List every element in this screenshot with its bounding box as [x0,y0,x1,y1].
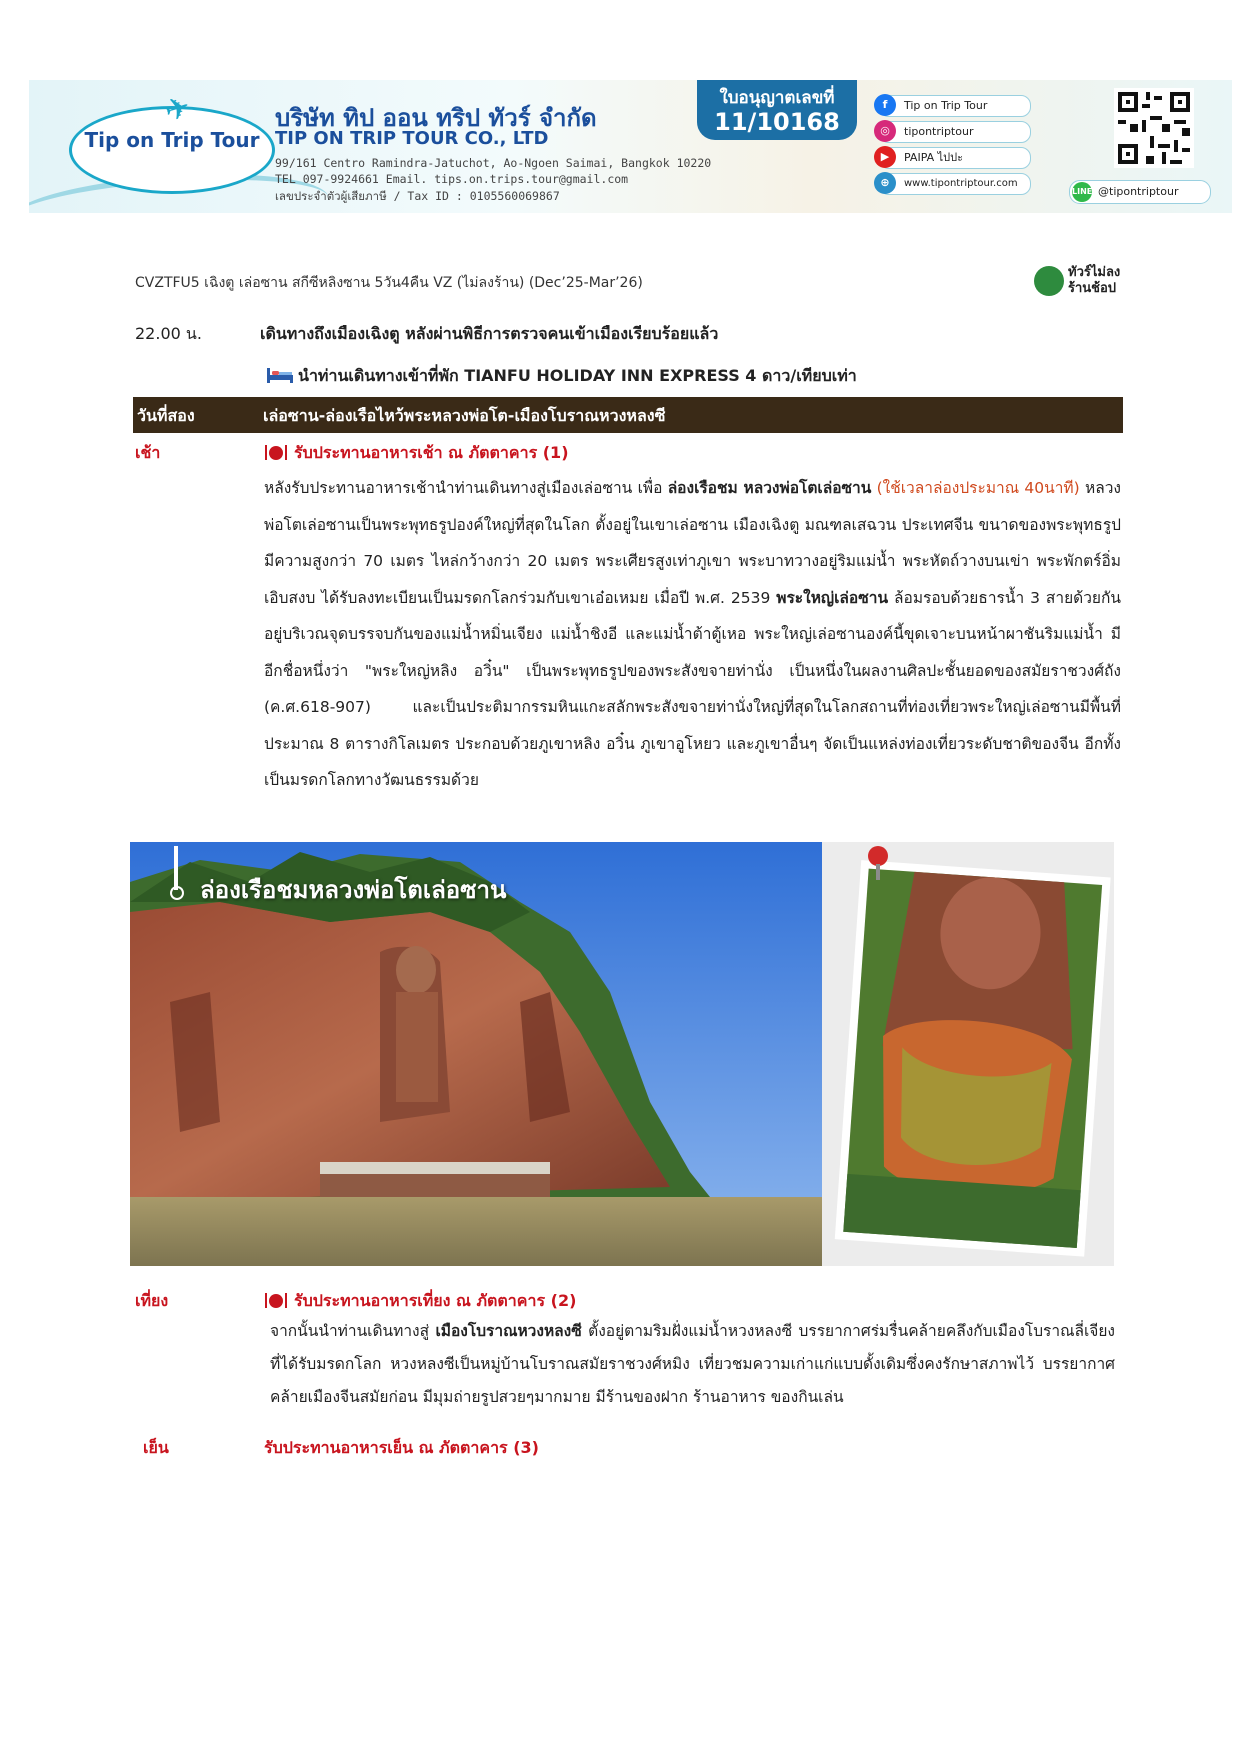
company-tax-id: เลขประจำตัวผู้เสียภาษี / Tax ID : 0105560069867 [275,189,560,203]
hotel-text: นำท่านเดินทางเข้าที่พัก TIANFU HOLIDAY INN EXPRESS 4 ดาว/เทียบเท่า [298,366,857,385]
header-banner [29,80,1232,213]
hotel-line [266,364,857,389]
facebook-label: Tip on Trip Tour [904,99,988,112]
company-name-en: TIP ON TRIP TOUR CO., LTD [275,128,549,149]
no-shop-icon [1034,266,1064,296]
arrival-time: 22.00 น. [135,324,202,343]
photo-caption: ล่องเรือชมหลวงพ่อโตเล่อซาน [200,876,507,904]
day-label: วันที่สอง [137,406,195,425]
para1-bold-cruise: ล่องเรือชม หลวงพ่อโตเล่อซาน [667,479,872,497]
instagram-link[interactable] [879,121,1031,143]
buddha-closeup-photo [822,842,1114,1266]
line-link[interactable] [1069,180,1211,204]
plane-icon: ✈ [160,88,195,131]
para1-body-2: ล้อมรอบด้วยธารน้ำ 3 สายด้วยกัน อยู่บริเวณจุดบรรจบกันของแม่น้ำหมิ่นเจียง แม่น้ำชิงอี และแม่น้ำต้าตู้เหอ พระใหญ่เล่อซานองค์นี้ขุดเจาะบนหน้าผาชันริมแม่น้ำ มีอีกชื่อหนึ่งว่า "พระใหญ่หลิง อวิ๋น" เป็นพระพุทธรูปของพระสังขจายท่านั่ง เป็นหนึ่งในผลงานศิลปะชั้นยอดของสมัยราชวงศ์ถัง (ค.ศ.618-907) และเป็นประติมากรรมหินแกะสลักพระสังขจายท่านั่งใหญ่ที่สุดในโลกสถานที่ท่องเที่ยวพระใหญ่เล่อซานมีพื้นที่ประมาณ 8 ตารางกิโลเมตร ประกอบด้วยภูเขาหลิง อวิ๋น ภูเขาอูโหยว และภูเขาอื่นๆ จัดเป็นแหล่งท่องเที่ยวระดับชาติของจีน อีกทั้งเป็นมรดกโลกทางวัฒนธรรมด้วย [264,588,1121,789]
dish-icon [264,1291,288,1309]
instagram-label: tipontriptour [904,125,974,138]
line-icon: LINE [1072,182,1092,202]
line-label: @tipontriptour [1098,185,1179,198]
arrival-text: เดินทางถึงเมืองเฉิงตู หลังผ่านพิธีการตรวจคนเข้าเมืองเรียบร้อยแล้ว [260,324,719,343]
website-link[interactable] [879,173,1031,195]
para2-intro: จากนั้นนำท่านเดินทางสู่ [270,1322,436,1340]
bed-icon [266,366,294,384]
youtube-link[interactable] [879,147,1031,169]
dinner-text: รับประทานอาหารเย็น ณ ภัตตาคาร (3) [264,1438,539,1457]
facebook-icon: f [874,94,896,116]
facebook-link[interactable] [879,95,1031,117]
website-label: www.tipontriptour.com [904,178,1018,189]
youtube-icon: ▶ [874,146,896,168]
day-header-bar [133,397,1123,433]
company-name-th: บริษัท ทิป ออน ทริป ทัวร์ จำกัด [275,104,597,132]
license-label: ใบอนุญาตเลขที่ [719,88,835,108]
dinner-label: เย็น [143,1438,169,1457]
para1-duration-note: (ใช้เวลาล่องประมาณ 40นาที) [871,479,1080,497]
leshan-description [264,470,1121,799]
program-reference: CVZTFU5 เฉิงตู เล่อซาน สกีซีหลิงซาน 5วัน4คืน VZ (ไม่ลงร้าน) (Dec’25-Mar’26) [135,275,643,291]
para1-bold-buddha: พระใหญ่เล่อซาน [776,588,889,607]
qr-code-icon [1114,88,1194,168]
huanglongxi-description [270,1315,1115,1414]
para2-body: ตั้งอยู่ตามริมฝั่งแม่น้ำหวงหลงซี บรรยากาศร่มรื่นคล้ายคลึงกับเมืองโบราณลี่เจียงที่ได้รับมรดกโลก หวงหลงซีเป็นหมู่บ้านโบราณสมัยราชวงศ์หมิง เที่ยวชมความเก่าแก่แบบดั้งเดิมซึ่งคงรักษาสภาพไว้ บรรยากาศคล้ายเมืองจีนสมัยก่อน มีมุมถ่ายรูปสวยๆมากมาย มีร้านของฝาก ร้านอาหาร ของกินเล่น [270,1322,1115,1406]
youtube-label: PAIPA ไปปะ [904,151,964,164]
caption-pin-line [174,846,178,890]
no-shop-badge: ทัวร์ไม่ลงร้านช้อป [1068,265,1121,296]
web-icon: ⊕ [874,172,896,194]
lunch-label: เที่ยง [135,1291,169,1310]
dish-icon [264,443,288,461]
breakfast-label: เช้า [135,443,161,462]
instagram-icon: ◎ [874,120,896,142]
lunch-line [264,1289,576,1314]
caption-pin-icon [170,886,184,900]
para1-intro: หลังรับประทานอาหารเช้านำท่านเดินทางสู่เมืองเล่อซาน เพื่อ [264,479,668,497]
company-contact: TEL 097-9924661 Email. tips.on.trips.tour@gmail.com [275,172,629,186]
license-number: 11/10168 [714,108,840,136]
lunch-text: รับประทานอาหารเที่ยง ณ ภัตตาคาร (2) [294,1291,577,1310]
logo-text: Tip on Trip Tour [84,128,260,152]
day-title: เล่อซาน-ล่องเรือไหว้พระหลวงพ่อโต-เมืองโบราณหวงหลงซี [263,406,666,425]
breakfast-line [264,441,569,466]
breakfast-text: รับประทานอาหารเช้า ณ ภัตตาคาร (1) [294,443,569,462]
para1-body: หลวงพ่อโตเล่อซานเป็นพระพุทธรูปองค์ใหญ่ที่สุดในโลก ตั้งอยู่ในเขาเล่อซาน เมืองเฉิงตู มณฑลเสฉวน ประเทศจีน ขนาดของพระพุทธรูป มีความสูงกว่า 70 เมตร ไหล่กว้างกว่า 20 เมตร พระเศียรสูงเท่าภูเขา พระบาทวางอยู่ริมแม่น้ำ พระหัตถ์วางบนเข่า พระพักตร์อิ่มเอิบสงบ ได้รับลงทะเบียนเป็นมรดกโลกร่วมกับเขาเอ๋อเหมย เมื่อปี พ.ศ. 2539 [264,479,1121,607]
para2-bold-town: เมืองโบราณหวงหลงซี [435,1322,582,1340]
company-address: 99/161 Centro Ramindra-Jatuchot, Ao-Ngoen Saimai, Bangkok 10220 [275,156,712,170]
